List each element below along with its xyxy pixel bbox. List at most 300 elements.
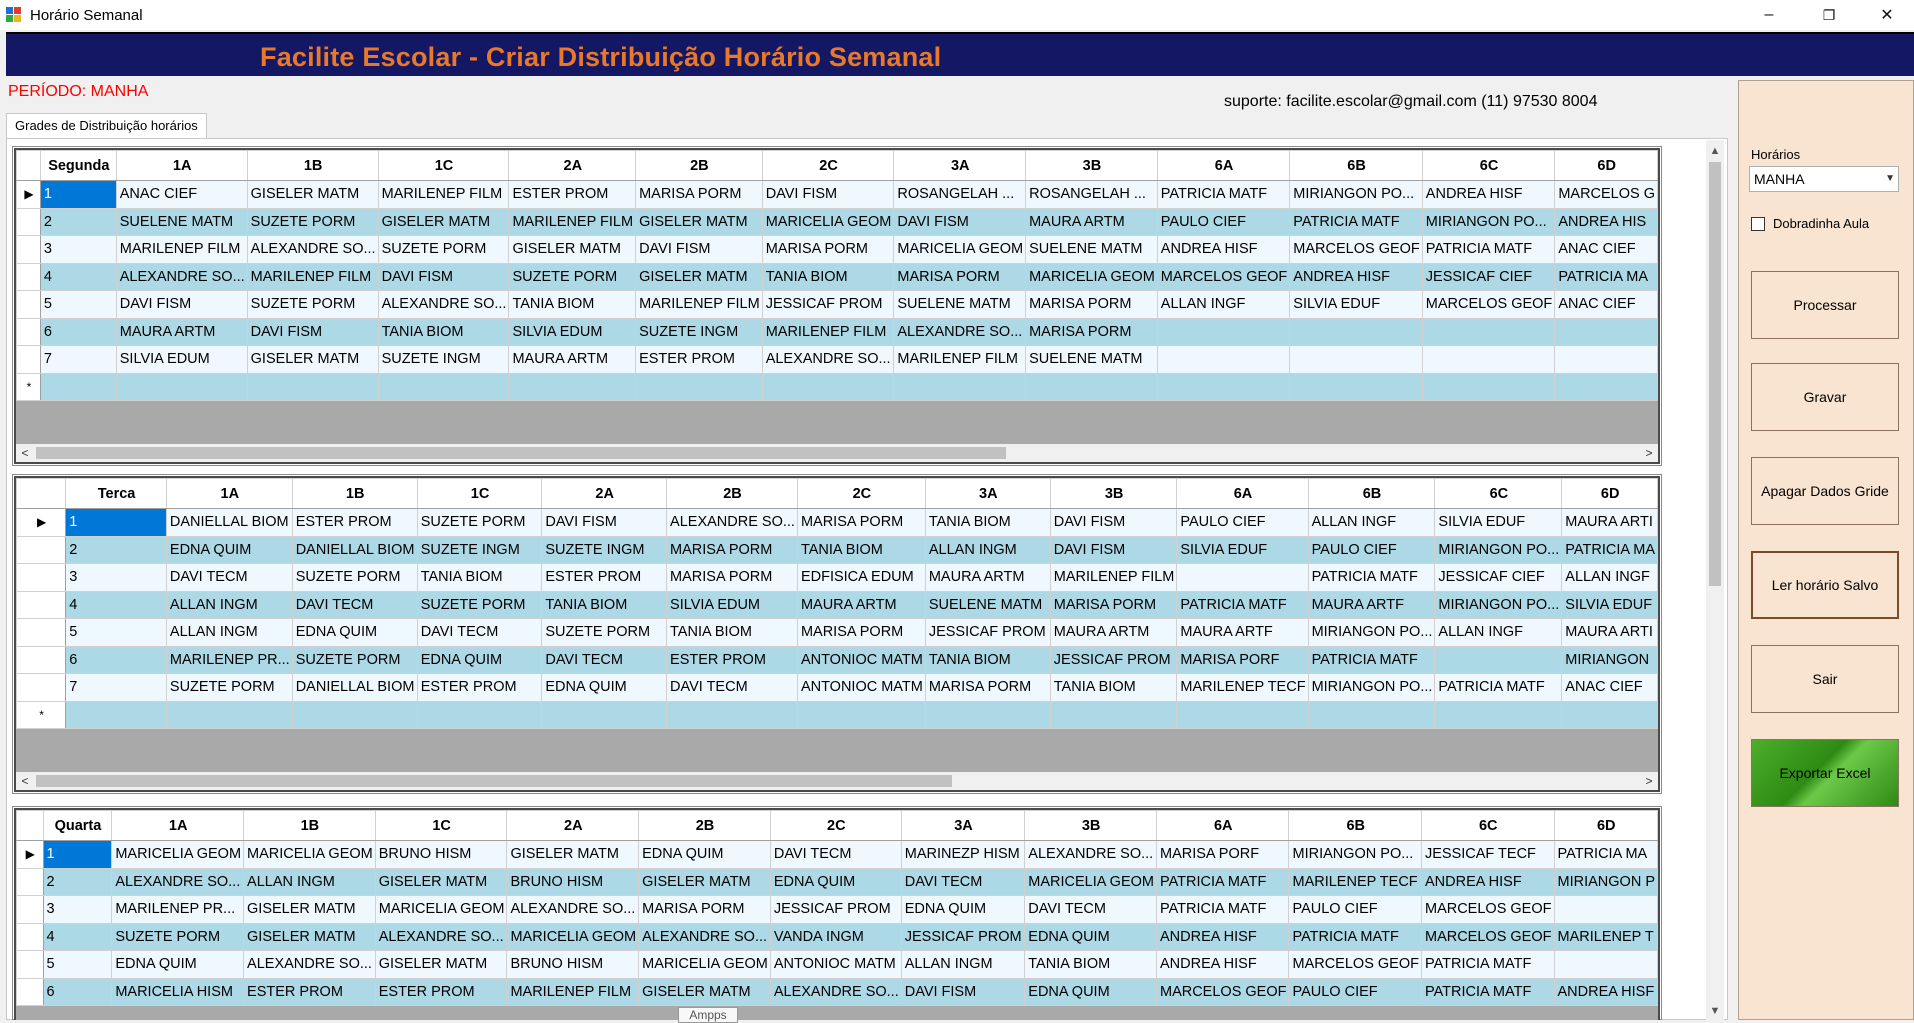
schedule-cell[interactable]: MAURA ARTM: [1050, 619, 1177, 647]
schedule-cell[interactable]: MARISA PORF: [1177, 646, 1308, 674]
row-header[interactable]: [17, 346, 41, 374]
period-cell[interactable]: 7: [40, 346, 116, 374]
schedule-cell[interactable]: ANDREA HIS: [1555, 208, 1658, 236]
schedule-cell[interactable]: GISELER MATM: [507, 841, 639, 869]
schedule-cell[interactable]: MAURA ARTM: [797, 591, 925, 619]
schedule-cell[interactable]: VANDA INGM: [770, 923, 901, 951]
schedule-cell[interactable]: DAVI FISM: [378, 263, 509, 291]
schedule-cell[interactable]: MARICELIA GEOM: [244, 841, 376, 869]
column-header-day[interactable]: Terca: [66, 479, 167, 509]
schedule-cell[interactable]: PATRICIA MATF: [1156, 896, 1289, 924]
schedule-cell[interactable]: PATRICIA MATF: [1177, 591, 1308, 619]
empty-cell[interactable]: [1157, 373, 1290, 401]
schedule-cell[interactable]: JESSICAF CIEF: [1422, 263, 1555, 291]
schedule-cell[interactable]: SUELENE MATM: [925, 591, 1050, 619]
close-button[interactable]: ✕: [1880, 7, 1894, 24]
scroll-down-icon[interactable]: ▼: [1709, 1005, 1721, 1017]
schedule-cell[interactable]: MARILENEP FILM: [378, 181, 509, 209]
empty-cell[interactable]: [894, 373, 1026, 401]
new-row[interactable]: [17, 701, 1658, 729]
schedule-cell[interactable]: DAVI FISM: [636, 236, 763, 264]
period-cell[interactable]: 2: [43, 868, 112, 896]
column-header[interactable]: 6A: [1157, 151, 1290, 181]
schedule-cell[interactable]: MARILENEP PR...: [166, 646, 292, 674]
empty-cell[interactable]: [925, 701, 1050, 729]
table-row[interactable]: [17, 674, 1658, 702]
schedule-cell[interactable]: [1157, 346, 1290, 374]
column-header[interactable]: 3B: [1025, 811, 1157, 841]
schedule-cell[interactable]: PATRICIA MATF: [1421, 978, 1554, 1006]
schedule-cell[interactable]: EDFISICA EDUM: [797, 564, 925, 592]
schedule-cell[interactable]: JESSICAF PROM: [770, 896, 901, 924]
period-cell[interactable]: 2: [66, 536, 167, 564]
row-header[interactable]: [17, 868, 44, 896]
schedule-cell[interactable]: ESTER PROM: [509, 181, 636, 209]
schedule-cell[interactable]: ALLAN INGM: [166, 591, 292, 619]
schedule-cell[interactable]: MARICELIA GEOM: [507, 923, 639, 951]
schedule-cell[interactable]: ANAC CIEF: [1555, 291, 1658, 319]
schedule-cell[interactable]: MARINEZP HISM: [901, 841, 1025, 869]
schedule-cell[interactable]: MAURA ARTM: [1026, 208, 1158, 236]
schedule-cell[interactable]: SUELENE MATM: [116, 208, 247, 236]
row-header[interactable]: [17, 896, 44, 924]
schedule-cell[interactable]: SUELENE MATM: [1026, 346, 1158, 374]
schedule-cell[interactable]: SUZETE INGM: [636, 318, 763, 346]
schedule-cell[interactable]: SUZETE PORM: [542, 619, 667, 647]
schedule-cell[interactable]: SILVIA EDUM: [116, 346, 247, 374]
schedule-cell[interactable]: MARILENEP FILM: [509, 208, 636, 236]
column-header[interactable]: 2B: [639, 811, 771, 841]
schedule-cell[interactable]: SILVIA EDUM: [667, 591, 798, 619]
column-header-day[interactable]: Segunda: [40, 151, 116, 181]
schedule-cell[interactable]: SUZETE PORM: [112, 923, 244, 951]
schedule-cell[interactable]: PATRICIA MATF: [1421, 951, 1554, 979]
schedule-cell[interactable]: BRUNO HISM: [507, 951, 639, 979]
schedule-table[interactable]: [16, 150, 1658, 401]
schedule-cell[interactable]: ANAC CIEF: [1555, 236, 1658, 264]
schedule-cell[interactable]: MARISA PORM: [1026, 318, 1158, 346]
schedule-cell[interactable]: EDNA QUIM: [542, 674, 667, 702]
schedule-cell[interactable]: ALLAN INGM: [244, 868, 376, 896]
schedule-cell[interactable]: ALEXANDRE SO...: [112, 868, 244, 896]
schedule-cell[interactable]: ANTONIOC MATM: [797, 646, 925, 674]
schedule-cell[interactable]: JESSICAF PROM: [901, 923, 1025, 951]
schedule-cell[interactable]: GISELER MATM: [636, 263, 763, 291]
table-row[interactable]: [17, 923, 1658, 951]
schedule-cell[interactable]: ESTER PROM: [292, 509, 417, 537]
apagar-dados-button[interactable]: Apagar Dados Gride: [1751, 457, 1899, 525]
schedule-cell[interactable]: SUZETE INGM: [542, 536, 667, 564]
row-header[interactable]: [17, 646, 66, 674]
schedule-cell[interactable]: GISELER MATM: [247, 181, 378, 209]
schedule-cell[interactable]: [1554, 896, 1657, 924]
column-header[interactable]: 3B: [1050, 479, 1177, 509]
scroll-up-icon[interactable]: ▲: [1709, 145, 1721, 157]
schedule-cell[interactable]: ALEXANDRE SO...: [247, 236, 378, 264]
schedule-cell[interactable]: SUZETE INGM: [417, 536, 542, 564]
schedule-cell[interactable]: ALEXANDRE SO...: [507, 896, 639, 924]
sair-button[interactable]: Sair: [1751, 645, 1899, 713]
period-cell[interactable]: 6: [40, 318, 116, 346]
schedule-cell[interactable]: [1555, 318, 1658, 346]
schedule-cell[interactable]: SUZETE PORM: [417, 591, 542, 619]
schedule-cell[interactable]: PATRICIA MATF: [1435, 674, 1562, 702]
schedule-cell[interactable]: TANIA BIOM: [509, 291, 636, 319]
schedule-cell[interactable]: MARICELIA GEOM: [639, 951, 771, 979]
schedule-cell[interactable]: MARISA PORM: [762, 236, 894, 264]
column-header[interactable]: 6D: [1555, 151, 1658, 181]
schedule-cell[interactable]: DAVI FISM: [894, 208, 1026, 236]
schedule-table[interactable]: [16, 478, 1658, 729]
schedule-cell[interactable]: MARICELIA GEOM: [1025, 868, 1157, 896]
empty-cell[interactable]: [509, 373, 636, 401]
empty-cell[interactable]: [247, 373, 378, 401]
schedule-cell[interactable]: DAVI TECM: [667, 674, 798, 702]
table-row[interactable]: [17, 263, 1658, 291]
table-row[interactable]: [17, 536, 1658, 564]
schedule-cell[interactable]: PAULO CIEF: [1289, 896, 1422, 924]
schedule-cell[interactable]: JESSICAF TECF: [1421, 841, 1554, 869]
empty-cell[interactable]: [1555, 373, 1658, 401]
row-header[interactable]: [17, 236, 41, 264]
schedule-cell[interactable]: MARCELOS GEOF: [1157, 263, 1290, 291]
schedule-table[interactable]: [16, 810, 1658, 1006]
period-cell[interactable]: 6: [66, 646, 167, 674]
schedule-cell[interactable]: [1290, 318, 1423, 346]
row-header[interactable]: [17, 951, 44, 979]
schedule-cell[interactable]: ANDREA HISF: [1422, 181, 1555, 209]
period-cell[interactable]: 1: [43, 841, 112, 869]
empty-cell[interactable]: [66, 701, 167, 729]
schedule-cell[interactable]: ANAC CIEF: [1562, 674, 1658, 702]
schedule-cell[interactable]: MIRIANGON PO...: [1308, 674, 1435, 702]
empty-cell[interactable]: [40, 373, 116, 401]
schedule-cell[interactable]: EDNA QUIM: [166, 536, 292, 564]
schedule-cell[interactable]: PATRICIA MA: [1554, 841, 1657, 869]
column-header[interactable]: 6C: [1422, 151, 1555, 181]
schedule-cell[interactable]: GISELER MATM: [375, 868, 507, 896]
exportar-excel-button[interactable]: Exportar Excel: [1751, 739, 1899, 807]
schedule-cell[interactable]: [1157, 318, 1290, 346]
grid-terca[interactable]: [14, 476, 1660, 792]
schedule-cell[interactable]: MARILENEP FILM: [116, 236, 247, 264]
schedule-cell[interactable]: BRUNO HISM: [375, 841, 507, 869]
schedule-cell[interactable]: MARICELIA GEOM: [1026, 263, 1158, 291]
schedule-cell[interactable]: MAURA ARTF: [1308, 591, 1435, 619]
column-header[interactable]: 6D: [1562, 479, 1658, 509]
schedule-cell[interactable]: ANDREA HISF: [1157, 236, 1290, 264]
empty-cell[interactable]: [1422, 373, 1555, 401]
schedule-cell[interactable]: PATRICIA MATF: [1308, 564, 1435, 592]
column-header[interactable]: 1C: [378, 151, 509, 181]
schedule-cell[interactable]: ALLAN INGM: [166, 619, 292, 647]
schedule-cell[interactable]: MARILENEP PR...: [112, 896, 244, 924]
schedule-cell[interactable]: MIRIANGON PO...: [1289, 841, 1422, 869]
column-header[interactable]: 3A: [925, 479, 1050, 509]
column-header[interactable]: 2B: [636, 151, 763, 181]
schedule-cell[interactable]: DAVI TECM: [417, 619, 542, 647]
schedule-cell[interactable]: PATRICIA MATF: [1308, 646, 1435, 674]
period-cell[interactable]: 3: [66, 564, 167, 592]
empty-cell[interactable]: [292, 701, 417, 729]
schedule-cell[interactable]: MARISA PORM: [636, 181, 763, 209]
schedule-cell[interactable]: PATRICIA MATF: [1156, 868, 1289, 896]
schedule-cell[interactable]: SUZETE PORM: [509, 263, 636, 291]
schedule-cell[interactable]: ROSANGELAH ...: [1026, 181, 1158, 209]
chevron-down-icon[interactable]: ▼: [1885, 173, 1895, 184]
empty-cell[interactable]: [667, 701, 798, 729]
schedule-cell[interactable]: MARISA PORM: [925, 674, 1050, 702]
schedule-cell[interactable]: MAURA ARTM: [925, 564, 1050, 592]
schedule-cell[interactable]: DAVI TECM: [292, 591, 417, 619]
row-header[interactable]: ▶: [17, 509, 66, 537]
schedule-cell[interactable]: MARCELOS GEOF: [1421, 896, 1554, 924]
schedule-cell[interactable]: TANIA BIOM: [925, 509, 1050, 537]
table-row[interactable]: [17, 509, 1658, 537]
empty-cell[interactable]: [1290, 373, 1423, 401]
schedule-cell[interactable]: EDNA QUIM: [1025, 978, 1157, 1006]
schedule-cell[interactable]: SUZETE PORM: [417, 509, 542, 537]
horizontal-scrollbar[interactable]: [16, 772, 1658, 790]
schedule-cell[interactable]: GISELER MATM: [375, 951, 507, 979]
schedule-cell[interactable]: MARICELIA GEOM: [112, 841, 244, 869]
empty-cell[interactable]: [378, 373, 509, 401]
schedule-cell[interactable]: MARILENEP FILM: [762, 318, 894, 346]
schedule-cell[interactable]: SUZETE PORM: [292, 646, 417, 674]
schedule-cell[interactable]: MARCELOS GEOF: [1422, 291, 1555, 319]
schedule-cell[interactable]: DAVI TECM: [542, 646, 667, 674]
schedule-cell[interactable]: MIRIANGON PO...: [1435, 591, 1562, 619]
schedule-cell[interactable]: ESTER PROM: [636, 346, 763, 374]
schedule-cell[interactable]: MAURA ARTM: [509, 346, 636, 374]
schedule-cell[interactable]: ALEXANDRE SO...: [894, 318, 1026, 346]
schedule-cell[interactable]: MIRIANGON PO...: [1422, 208, 1555, 236]
schedule-cell[interactable]: MARISA PORM: [797, 619, 925, 647]
table-row[interactable]: [17, 951, 1658, 979]
schedule-cell[interactable]: ALEXANDRE SO...: [244, 951, 376, 979]
schedule-cell[interactable]: ANDREA HISF: [1156, 951, 1289, 979]
schedule-cell[interactable]: MIRIANGON PO...: [1290, 181, 1423, 209]
empty-cell[interactable]: [797, 701, 925, 729]
schedule-cell[interactable]: JESSICAF PROM: [1050, 646, 1177, 674]
schedule-cell[interactable]: DAVI FISM: [1050, 536, 1177, 564]
schedule-cell[interactable]: GISELER MATM: [378, 208, 509, 236]
schedule-cell[interactable]: MIRIANGON: [1562, 646, 1658, 674]
row-header[interactable]: [17, 591, 66, 619]
schedule-cell[interactable]: ANTONIOC MATM: [797, 674, 925, 702]
schedule-cell[interactable]: ANDREA HISF: [1156, 923, 1289, 951]
schedule-cell[interactable]: MAURA ARTM: [116, 318, 247, 346]
schedule-cell[interactable]: ESTER PROM: [417, 674, 542, 702]
schedule-cell[interactable]: MARILENEP FILM: [636, 291, 763, 319]
row-header[interactable]: [17, 564, 66, 592]
checkbox-box[interactable]: [1751, 217, 1765, 231]
period-cell[interactable]: 4: [43, 923, 112, 951]
schedule-cell[interactable]: DANIELLAL BIOM: [292, 536, 417, 564]
row-header[interactable]: [17, 536, 66, 564]
schedule-cell[interactable]: MARCELOS GEOF: [1290, 236, 1423, 264]
period-cell[interactable]: 2: [40, 208, 116, 236]
period-cell[interactable]: 5: [66, 619, 167, 647]
table-row[interactable]: [17, 646, 1658, 674]
minimize-button[interactable]: –: [1764, 6, 1774, 23]
schedule-cell[interactable]: MARISA PORM: [667, 536, 798, 564]
row-header[interactable]: ▶: [17, 841, 44, 869]
schedule-cell[interactable]: ALLAN INGF: [1435, 619, 1562, 647]
schedule-cell[interactable]: MIRIANGON P: [1554, 868, 1657, 896]
schedule-cell[interactable]: ROSANGELAH ...: [894, 181, 1026, 209]
grid-quarta[interactable]: [14, 808, 1660, 1020]
schedule-cell[interactable]: ANAC CIEF: [116, 181, 247, 209]
column-header[interactable]: 3A: [901, 811, 1025, 841]
grid-segunda[interactable]: [14, 148, 1660, 464]
schedule-cell[interactable]: [1177, 564, 1308, 592]
schedule-cell[interactable]: EDNA QUIM: [639, 841, 771, 869]
table-row[interactable]: [17, 236, 1658, 264]
vertical-scrollbar[interactable]: [1706, 140, 1724, 1020]
schedule-cell[interactable]: MAURA ARTI: [1562, 509, 1658, 537]
schedule-cell[interactable]: MARCELOS GEOF: [1156, 978, 1289, 1006]
row-header[interactable]: [17, 619, 66, 647]
schedule-cell[interactable]: PAULO CIEF: [1289, 978, 1422, 1006]
ler-horario-salvo-button[interactable]: Ler horário Salvo: [1751, 551, 1899, 619]
table-row[interactable]: [17, 841, 1658, 869]
schedule-cell[interactable]: SUZETE PORM: [378, 236, 509, 264]
column-header[interactable]: 2C: [770, 811, 901, 841]
column-header[interactable]: 1B: [292, 479, 417, 509]
table-row[interactable]: [17, 346, 1658, 374]
schedule-cell[interactable]: PATRICIA MA: [1555, 263, 1658, 291]
schedule-cell[interactable]: SUZETE PORM: [166, 674, 292, 702]
schedule-cell[interactable]: SILVIA EDUF: [1435, 509, 1562, 537]
schedule-cell[interactable]: ESTER PROM: [375, 978, 507, 1006]
schedule-cell[interactable]: ESTER PROM: [542, 564, 667, 592]
column-header[interactable]: 6B: [1289, 811, 1422, 841]
schedule-cell[interactable]: MARISA PORF: [1156, 841, 1289, 869]
schedule-cell[interactable]: ALEXANDRE SO...: [116, 263, 247, 291]
scroll-right-icon[interactable]: >: [1645, 446, 1653, 460]
period-cell[interactable]: 5: [40, 291, 116, 319]
schedule-cell[interactable]: MARCELOS GEOF: [1421, 923, 1554, 951]
schedule-cell[interactable]: MARILENEP TECF: [1177, 674, 1308, 702]
column-header[interactable]: 2C: [797, 479, 925, 509]
schedule-cell[interactable]: ANTONIOC MATM: [770, 951, 901, 979]
column-header[interactable]: 3B: [1026, 151, 1158, 181]
column-header[interactable]: 6B: [1290, 151, 1423, 181]
schedule-cell[interactable]: ESTER PROM: [244, 978, 376, 1006]
maximize-button[interactable]: ❐: [1822, 6, 1836, 23]
schedule-cell[interactable]: ANDREA HISF: [1290, 263, 1423, 291]
schedule-cell[interactable]: DAVI FISM: [542, 509, 667, 537]
schedule-cell[interactable]: PATRICIA MA: [1562, 536, 1658, 564]
schedule-cell[interactable]: MARCELOS G: [1555, 181, 1658, 209]
schedule-cell[interactable]: DAVI TECM: [770, 841, 901, 869]
schedule-cell[interactable]: MIRIANGON PO...: [1435, 536, 1562, 564]
schedule-cell[interactable]: EDNA QUIM: [292, 619, 417, 647]
schedule-cell[interactable]: PATRICIA MATF: [1289, 923, 1422, 951]
schedule-cell[interactable]: ANDREA HISF: [1421, 868, 1554, 896]
schedule-cell[interactable]: MARICELIA HISM: [112, 978, 244, 1006]
table-row[interactable]: [17, 291, 1658, 319]
column-header[interactable]: 1A: [116, 151, 247, 181]
schedule-cell[interactable]: MARISA PORM: [894, 263, 1026, 291]
row-header[interactable]: [17, 978, 44, 1006]
schedule-cell[interactable]: MAURA ARTI: [1562, 619, 1658, 647]
schedule-cell[interactable]: DAVI TECM: [1025, 896, 1157, 924]
schedule-cell[interactable]: TANIA BIOM: [378, 318, 509, 346]
schedule-cell[interactable]: ALLAN INGF: [1157, 291, 1290, 319]
schedule-cell[interactable]: ALLAN INGM: [925, 536, 1050, 564]
schedule-cell[interactable]: [1290, 346, 1423, 374]
horarios-select[interactable]: [1749, 166, 1899, 192]
schedule-cell[interactable]: ALEXANDRE SO...: [770, 978, 901, 1006]
scrollbar-thumb[interactable]: [36, 447, 1006, 459]
schedule-cell[interactable]: JESSICAF PROM: [925, 619, 1050, 647]
schedule-cell[interactable]: EDNA QUIM: [112, 951, 244, 979]
scroll-left-icon[interactable]: <: [21, 774, 29, 788]
gravar-button[interactable]: Gravar: [1751, 363, 1899, 431]
schedule-cell[interactable]: SUZETE PORM: [292, 564, 417, 592]
schedule-cell[interactable]: PATRICIA MATF: [1157, 181, 1290, 209]
table-row[interactable]: [17, 318, 1658, 346]
schedule-cell[interactable]: MARISA PORM: [1026, 291, 1158, 319]
schedule-cell[interactable]: ALEXANDRE SO...: [375, 923, 507, 951]
schedule-cell[interactable]: SUZETE INGM: [378, 346, 509, 374]
row-header[interactable]: [17, 318, 41, 346]
period-cell[interactable]: 4: [40, 263, 116, 291]
schedule-cell[interactable]: DAVI FISM: [116, 291, 247, 319]
schedule-cell[interactable]: SILVIA EDUF: [1177, 536, 1308, 564]
table-row[interactable]: [17, 208, 1658, 236]
period-cell[interactable]: 6: [43, 978, 112, 1006]
schedule-cell[interactable]: MARILENEP TECF: [1289, 868, 1422, 896]
schedule-cell[interactable]: TANIA BIOM: [1050, 674, 1177, 702]
schedule-cell[interactable]: PAULO CIEF: [1308, 536, 1435, 564]
period-cell[interactable]: 4: [66, 591, 167, 619]
schedule-cell[interactable]: DAVI TECM: [901, 868, 1025, 896]
empty-cell[interactable]: [1435, 701, 1562, 729]
column-header[interactable]: 1A: [166, 479, 292, 509]
schedule-cell[interactable]: SUELENE MATM: [1026, 236, 1158, 264]
scrollbar-thumb[interactable]: [1709, 162, 1721, 586]
column-header[interactable]: 2B: [667, 479, 798, 509]
column-header[interactable]: 2A: [542, 479, 667, 509]
schedule-cell[interactable]: ALEXANDRE SO...: [378, 291, 509, 319]
schedule-cell[interactable]: ALEXANDRE SO...: [667, 509, 798, 537]
row-header[interactable]: [17, 923, 44, 951]
schedule-cell[interactable]: SILVIA EDUF: [1562, 591, 1658, 619]
schedule-cell[interactable]: DAVI FISM: [762, 181, 894, 209]
schedule-cell[interactable]: DANIELLAL BIOM: [166, 509, 292, 537]
schedule-cell[interactable]: GISELER MATM: [244, 896, 376, 924]
schedule-cell[interactable]: EDNA QUIM: [417, 646, 542, 674]
column-header[interactable]: 1A: [112, 811, 244, 841]
period-cell[interactable]: 1: [40, 181, 116, 209]
schedule-cell[interactable]: EDNA QUIM: [770, 868, 901, 896]
schedule-cell[interactable]: SUELENE MATM: [894, 291, 1026, 319]
schedule-cell[interactable]: GISELER MATM: [639, 868, 771, 896]
column-header[interactable]: 1B: [244, 811, 376, 841]
table-row[interactable]: [17, 868, 1658, 896]
schedule-cell[interactable]: GISELER MATM: [247, 346, 378, 374]
schedule-cell[interactable]: ALLAN INGF: [1562, 564, 1658, 592]
schedule-cell[interactable]: MARISA PORM: [667, 564, 798, 592]
column-header[interactable]: 2A: [509, 151, 636, 181]
schedule-cell[interactable]: SILVIA EDUM: [509, 318, 636, 346]
column-header-day[interactable]: Quarta: [43, 811, 112, 841]
scrollbar-thumb[interactable]: [36, 775, 952, 787]
schedule-cell[interactable]: DAVI FISM: [247, 318, 378, 346]
